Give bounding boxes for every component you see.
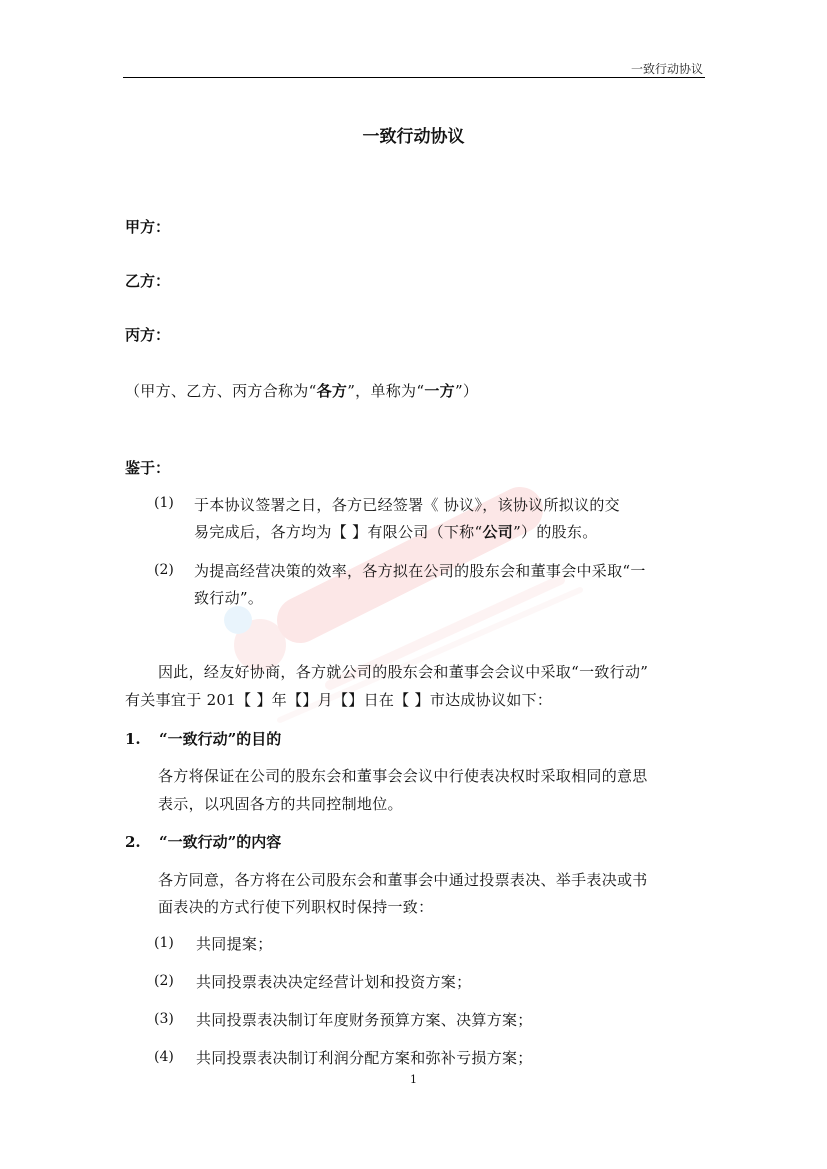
list-item-number: (3) [154, 1011, 174, 1027]
whereas-2-line2: 致行动”。 [194, 589, 264, 607]
section-title: “一致行动”的内容 [159, 833, 282, 851]
term-company: 公司 [482, 523, 514, 541]
section-1-body-line1: 各方将保证在公司的股东会和董事会会议中行使表决权时采取相同的意思 [158, 767, 648, 785]
list-item: 共同提案； [196, 935, 273, 953]
whereas-number: (1) [154, 495, 174, 511]
party-c-label: 丙方： [125, 326, 171, 344]
whereas-1-line1: 于本协议签署之日，各方已经签署《 协议》，该协议所拟议的交 [194, 496, 620, 514]
list-item: 共同投票表决制订利润分配方案和弥补亏损方案； [196, 1049, 533, 1067]
section-title: “一致行动”的目的 [159, 730, 282, 748]
whereas-heading: 鉴于： [125, 459, 171, 477]
term-parties: 各方 [316, 382, 348, 400]
section-number: 2. [125, 833, 141, 851]
list-item-number: (4) [154, 1049, 174, 1065]
section-2-body-line1: 各方同意，各方将在公司股东会和董事会中通过投票表决、举手表决或书 [158, 871, 648, 889]
list-item: 共同投票表决制订年度财务预算方案、决算方案； [196, 1011, 533, 1029]
header-rule [123, 77, 705, 78]
section-2-heading [125, 831, 281, 852]
document-title: 一致行动协议 [362, 127, 465, 147]
intro-line1: 因此，经友好协商，各方就公司的股东会和董事会会议中采取“一致行动” [158, 663, 649, 681]
list-item-number: (1) [154, 935, 174, 951]
list-item: 共同投票表决决定经营计划和投资方案； [196, 973, 472, 991]
party-a-label: 甲方： [125, 218, 171, 236]
section-number: 1. [125, 730, 141, 748]
section-2-body-line2: 面表决的方式行使下列职权时保持一致： [158, 898, 434, 916]
whereas-number: (2) [154, 562, 174, 578]
section-1-heading [125, 728, 281, 749]
collective-definition: （甲方、乙方、丙方合称为“各方”，单称为“一方”） [125, 382, 479, 400]
term-one-party: 一方 [424, 382, 455, 400]
whereas-1-line2: 易完成后，各方均为【 】有限公司（下称“公司”）的股东。 [194, 523, 598, 541]
running-header: 一致行动协议 [630, 62, 703, 76]
list-item-number: (2) [154, 973, 174, 989]
intro-line2: 有关事宜于 201【 】年【】月【】日在【 】市达成协议如下： [125, 691, 553, 709]
whereas-2-line1: 为提高经营决策的效率，各方拟在公司的股东会和董事会中采取“一 [194, 562, 646, 580]
page-number: 1 [410, 1073, 417, 1086]
party-b-label: 乙方： [125, 272, 171, 290]
section-1-body-line2: 表示，以巩固各方的共同控制地位。 [158, 795, 403, 813]
